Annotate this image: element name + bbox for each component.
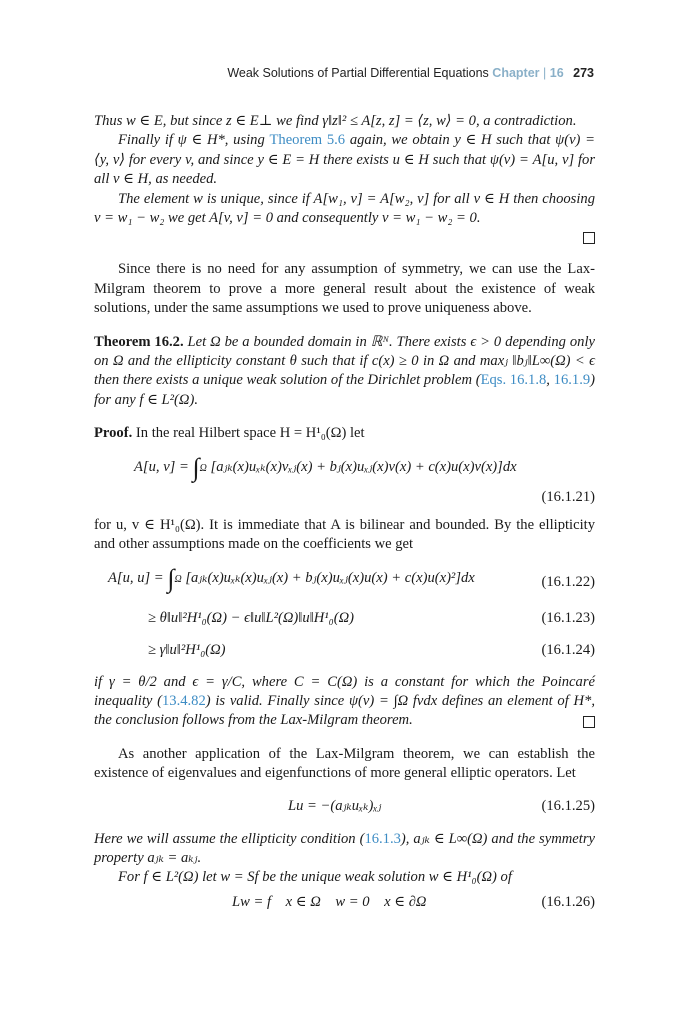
paragraph-bilinear: for u, v ∈ H¹₀(Ω). It is immediate that A is bilinear and bounded. By the ellipticity and other assumptions made on the coefficients we get — [94, 516, 595, 553]
link-eq-16-1-3[interactable]: 16.1.3 — [364, 830, 401, 847]
paragraph-ellipticity: Here we will assume the ellipticity condition (16.1.3), aⱼₖ ∈ L∞(Ω) and the symmetry property aⱼₖ = aₖⱼ. — [94, 830, 595, 866]
link-eq-16-1-9[interactable]: 16.1.9 — [553, 372, 591, 389]
chapter-number: 16 — [549, 66, 564, 80]
page-body — [94, 112, 595, 916]
equation-number: (16.1.26) — [541, 893, 595, 910]
integral-sign: ∫ — [192, 452, 200, 482]
equation-16-1-26: Lw = f x ∈ Ω w = 0 x ∈ ∂Ω (16.1.26) — [94, 890, 595, 916]
proof-label: Proof. — [94, 425, 133, 442]
equation-16-1-25: Lu = −(aⱼₖuₓₖ)ₓⱼ (16.1.25) — [94, 792, 595, 822]
equation-16-1-24: ≥ γ‖u‖²H¹₀(Ω) (16.1.24) — [94, 637, 595, 669]
link-eq-16-1-8[interactable]: Eqs. 16.1.8 — [480, 372, 547, 389]
paragraph-lax-milgram-intro: Since there is no need for any assumption of symmetry, we can use the Lax-Milgram theorem to prove a more general result about the existence of weak solutions, under the same assumptions we used to prove uniqueness above. — [94, 261, 595, 317]
paragraph-eigenvalues: As another application of the Lax-Milgram theorem, we can establish the existence of eigenvalues and eigenfunctions of more general elliptic operators. Let — [94, 745, 595, 782]
header-separator: | — [543, 66, 547, 80]
equation-number: (16.1.22) — [541, 573, 595, 590]
qed-square-icon — [583, 716, 595, 728]
proof-start: Proof. In the real Hilbert space H = H¹₀(Ω) let — [94, 425, 365, 442]
qed-mark-1 — [94, 228, 595, 246]
paragraph-finally: Finally if ψ ∈ H*, using Theorem 5.6 again, we obtain y ∈ H such that ψ(v) = ⟨y, v⟩ for every v, and since y ∈ E = H there exists u ∈ H such that ψ(v) = A[u, v] for all v ∈ H, as needed. — [94, 132, 595, 188]
integral-sign: ∫ — [167, 563, 175, 593]
paragraph-poincare: if γ = θ/2 and ϵ = γ/C, where C = C(Ω) is a constant for which the Poincaré inequality (13.4.82) is valid. Finally since ψ(v) = ∫Ω fvdx defines an element of H*, the conclusion follows from the Lax-Milgram theorem. — [94, 673, 595, 729]
link-eq-13-4-82[interactable]: 13.4.82 — [161, 692, 206, 709]
link-theorem-5-6[interactable]: Theorem 5.6 — [269, 132, 346, 149]
theorem-label: Theorem 16.2. — [94, 333, 184, 350]
theorem-16-2: Theorem 16.2. Let Ω be a bounded domain in ℝᴺ. There exists ϵ > 0 depending only on Ω and the ellipticity constant θ such that if c(x) ≥ 0 in Ω and maxⱼ ‖bⱼ‖L∞(Ω) < ϵ then there exists a unique weak solution of the Dirichlet problem (Eqs. 16.1.8, 16.1.9) for any f ∈ L²(Ω). — [94, 333, 596, 408]
equation-number: (16.1.23) — [541, 609, 595, 626]
equation-16-1-23: ≥ θ‖u‖²H¹₀(Ω) − ϵ‖u‖L²(Ω)‖u‖H¹₀(Ω) (16.1.23) — [94, 605, 595, 637]
page-number: 273 — [573, 66, 594, 80]
equation-number: (16.1.21) — [541, 488, 595, 505]
equation-16-1-22: A[u, u] = ∫Ω [aⱼₖ(x)uₓₖ(x)uₓⱼ(x) + bⱼ(x)uₓⱼ(x)u(x) + c(x)u(x)²]dx (16.1.22) — [108, 563, 595, 593]
equation-16-1-21: A[u, v] = ∫Ω [aⱼₖ(x)uₓₖ(x)vₓⱼ(x) + bⱼ(x)uₓⱼ(x)v(x) + c(x)u(x)v(x)]dx — [134, 452, 517, 482]
paragraph-uniqueness: The element w is unique, since if A[w₁, v] = A[w₂, v] for all v ∈ H then choosing v = w₁ − w₂ we get A[v, v] = 0 and consequently v = w₁ − w₂ = 0. — [94, 190, 595, 227]
qed-square-icon — [583, 232, 595, 244]
running-title: Weak Solutions of Partial Differential Equations — [227, 66, 489, 80]
paragraph-contradiction: Thus w ∈ E, but since z ∈ E⊥ we find γ‖z‖² ≤ A[z, z] = ⟨z, w⟩ = 0, a contradiction. — [94, 113, 577, 129]
paragraph-solution-operator: For f ∈ L²(Ω) let w = Sf be the unique weak solution w ∈ H¹₀(Ω) of — [118, 869, 512, 886]
chapter-label: Chapter — [492, 66, 540, 80]
running-header — [227, 66, 594, 80]
equation-number: (16.1.25) — [541, 797, 595, 814]
equation-number: (16.1.24) — [541, 641, 595, 658]
